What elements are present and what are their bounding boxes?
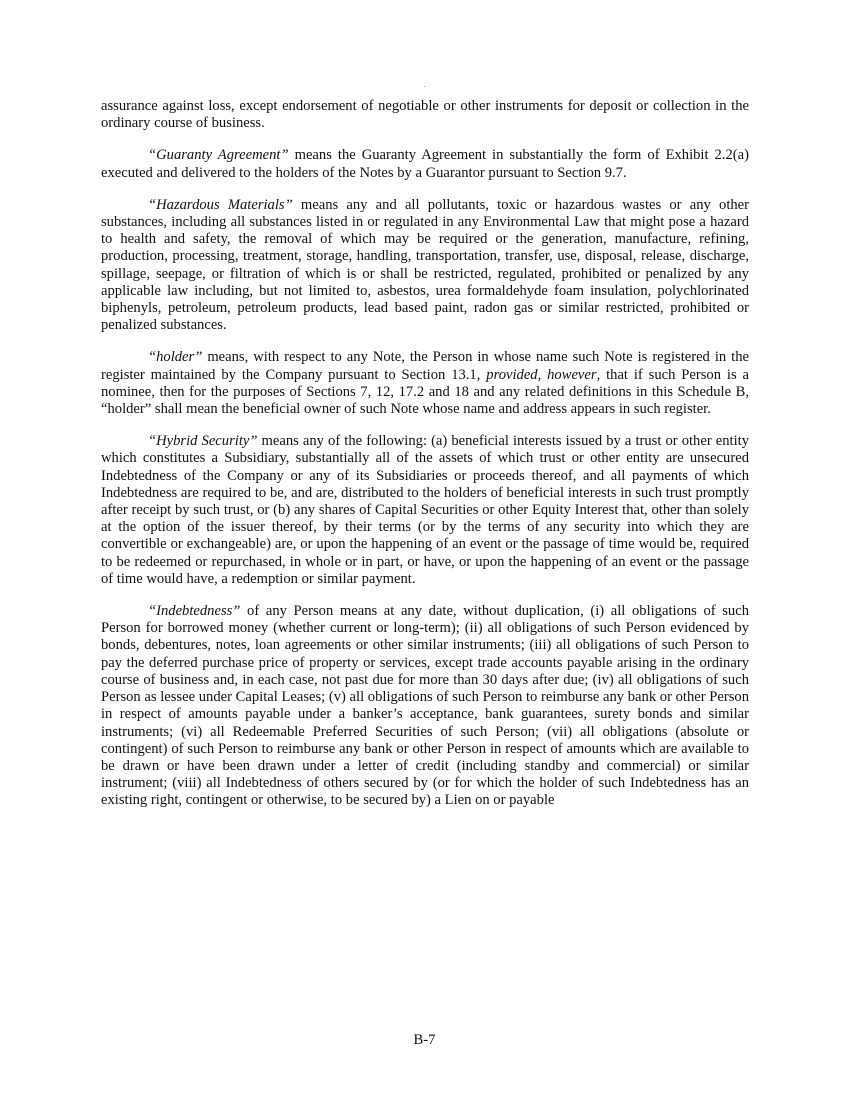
definition-hybrid-security: [101, 433, 749, 588]
definition-hazardous-materials: [101, 197, 749, 335]
defined-term: “holder”: [148, 349, 203, 366]
definition-text: means, with respect to any Note, the Person in whose name such Note is registered in the register maintained by the Company pursuant to Section 13.1,: [101, 349, 749, 383]
definition-text: means any of the following: (a) beneficial interests issued by a trust or other entity which constitutes a Subsidiary, substantially all of the assets of which trust or other entity are unsecured Indebtedness of the Company or any of its Subsidiaries or proceeds thereof, and all payments of which Indebtedness are required to be, and are, distributed to the holders of beneficial interests in such trust promptly after receipt by such trust, or (b) any shares of Capital Securities or other Equity Interest that, other than solely at the option of the issuer thereof, by their terms (or by the terms of any security into which they are convertible or exchangeable) are, or upon the happening of an event or the passage of time would be, required to be redeemed or repurchased, in whole or in part, or have, or upon the happening of an event or the passage of time would have, a redemption or similar payment.: [101, 433, 749, 587]
definition-indebtedness: [101, 603, 749, 809]
definition-text: means the Guaranty Agreement in substantially the form of Exhibit 2.2(a) executed and delivered to the holders of the Notes by a Guarantor pursuant to Section 9.7.: [101, 147, 749, 181]
definition-text: means any and all pollutants, toxic or hazardous wastes or any other substances, including all substances listed in or regulated in any Environmental Law that might pose a hazard to health and safety, the removal of which may be required or the generation, manufacture, refining, production, processing, treatment, storage, handling, transportation, transfer, use, disposal, release, discharge, spillage, seepage, or filtration of which is or shall be restricted, regulated, prohibited or penalized by any applicable law including, but not limited to, asbestos, urea formaldehyde foam insulation, polychlorinated biphenyls, petroleum, petroleum products, lead based paint, radon gas or similar restricted, prohibited or penalized substances.: [101, 196, 750, 334]
definition-text: of any Person means at any date, without duplication, (i) all obligations of such Person for borrowed money (whether current or long-term); (ii) all obligations of such Person evidenced by bonds, debentures, notes, loan agreements or other similar instruments; (iii) all obligations of such Person to pay the deferred purchase price of property or services, except trade accounts payable arising in the ordinary course of business and, in each case, not past due for more than 30 days after due; (iv) all obligations of such Person as lessee under Capital Leases; (v) all obligations of such Person to reimburse any bank or other Person in respect of amounts payable under a banker’s acceptance, bank guarantees, surety bonds and similar instruments; (vi) all Redeemable Preferred Securities of such Person; (vii) all obligations (absolute or contingent) of such Person to reimburse any bank or other Person in respect of amounts which are available to be drawn or have been drawn under a letter of credit (including standby and commercial) or similar instrument; (viii) all Indebtedness of others secured by (or for which the holder of such Indebtedness has an existing right, contingent or otherwise, to be secured by) a Lien on or payable: [101, 603, 749, 809]
defined-term: “Hybrid Security”: [148, 433, 258, 450]
document-body: [101, 98, 749, 825]
definition-holder: [101, 349, 749, 418]
scan-dot: [424, 86, 425, 87]
defined-term: “Guaranty Agreement”: [148, 147, 289, 164]
paragraph-continuation: [101, 98, 749, 132]
paragraph-text: assurance against loss, except endorsement of negotiable or other instruments for deposit or collection in the ordinary course of business.: [101, 98, 749, 132]
defined-term: “Hazardous Materials”: [148, 196, 293, 213]
definition-text: , that if such Person is a nominee, then for the purposes of Sections 7, 12, 17.2 and 18 and any related definitions in this Schedule B, “holder” shall mean the beneficial owner of such Note whose name and address appears in such register.: [101, 366, 749, 418]
page-number: B-7: [413, 1032, 436, 1048]
defined-term: “Indebtedness”: [148, 603, 241, 620]
proviso-text: provided, however: [486, 366, 597, 383]
definition-guaranty-agreement: [101, 147, 749, 181]
